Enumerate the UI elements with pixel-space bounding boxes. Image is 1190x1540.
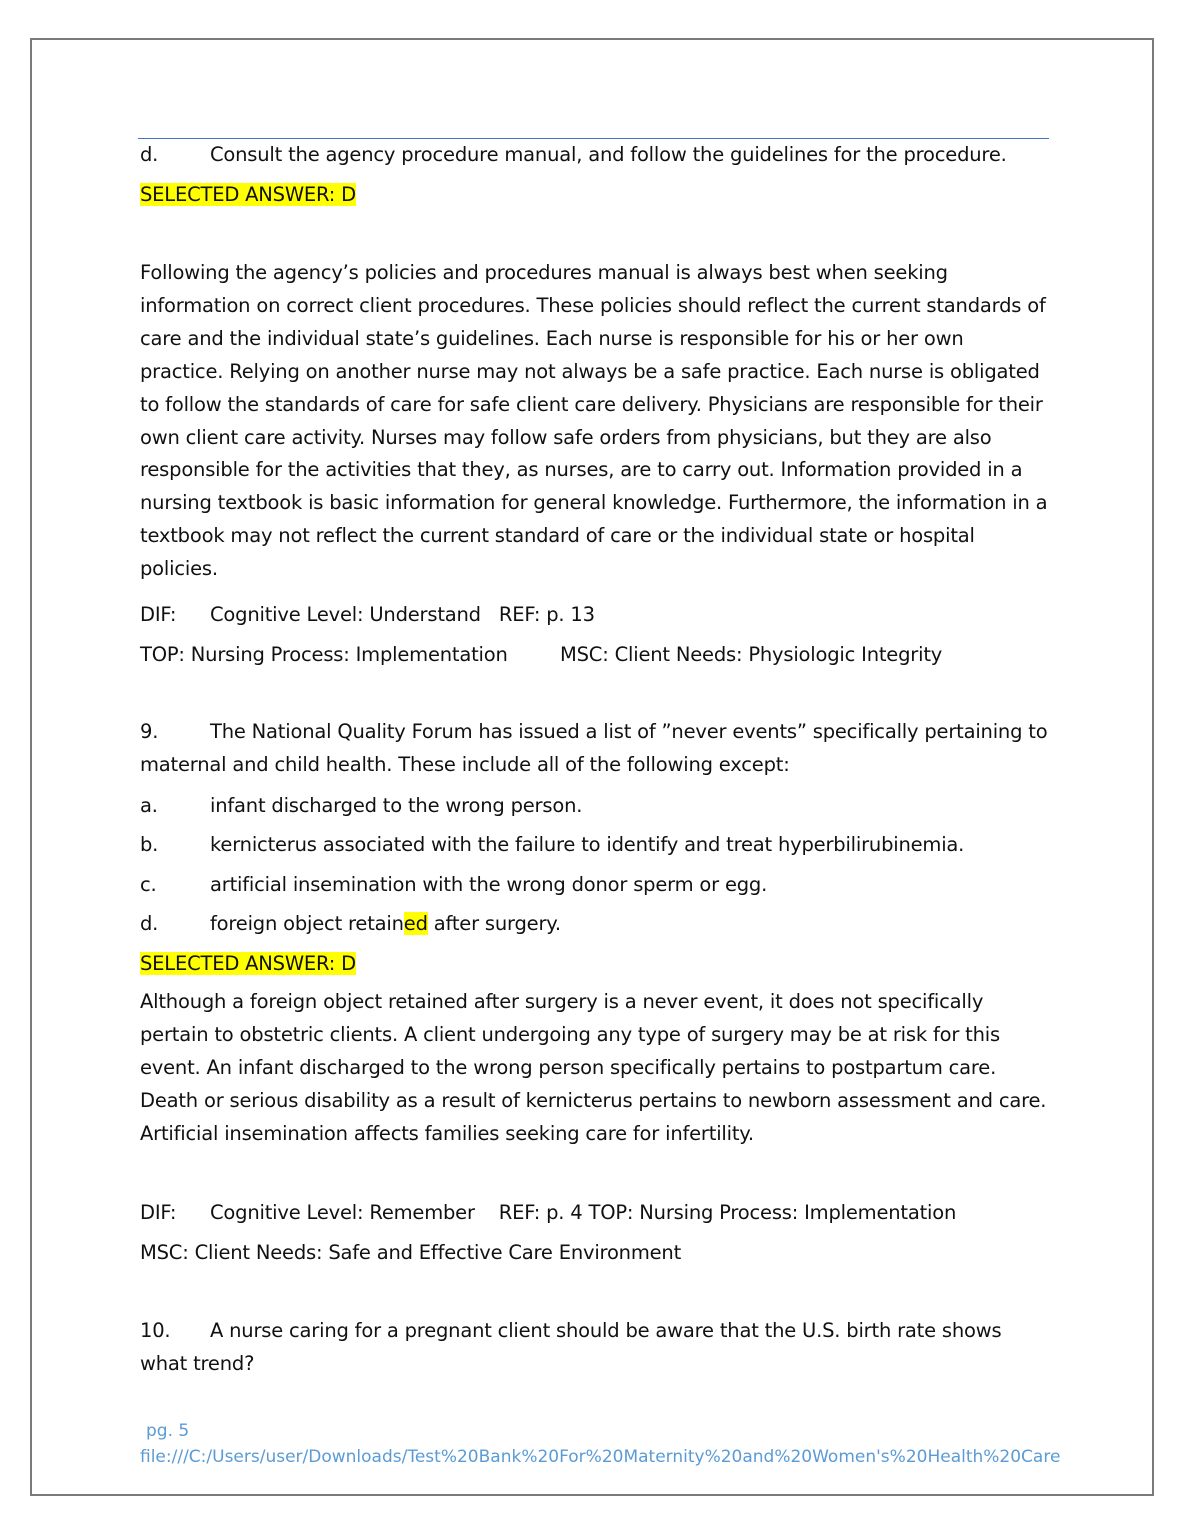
q9-option-c <box>140 873 767 897</box>
q8-meta-line2 <box>140 643 942 667</box>
q8-selected-answer <box>140 183 356 207</box>
selected-answer-highlight: SELECTED ANSWER: D <box>140 183 356 206</box>
question-text: A nurse caring for a pregnant client should be aware that the U.S. birth rate shows what trend? <box>140 1319 1002 1375</box>
footer-file-path: file:///C:/Users/user/Downloads/Test%20Bank%20For%20Maternity%20and%20Women's%20Health%20Care <box>140 1447 1061 1467</box>
q8-option-d <box>140 143 1007 167</box>
q9-meta-line1 <box>140 1201 956 1225</box>
option-label: d. <box>140 912 159 935</box>
topic: TOP: Nursing Process: Implementation <box>140 643 508 666</box>
q9-option-b <box>140 833 964 857</box>
dif-details: Cognitive Level: Remember REF: p. 4 TOP: Nursing Process: Implementation <box>210 1201 957 1224</box>
dif-details: Cognitive Level: Understand REF: p. 13 <box>210 603 595 626</box>
dif-label: DIF: <box>140 1201 177 1224</box>
q8-meta-line1 <box>140 603 595 627</box>
option-text-highlight: ed <box>403 912 428 935</box>
q9-rationale: Although a foreign object retained after surgery is a never event, it does not specifically pertain to obstetric clients. A client undergoing any type of surgery may be at risk for this event. An infant discharged to the wrong person specifically pertains to postpartum care. Death or serious disability as a result of kernicterus pertains to newborn assessment and care. Artificial insemination affects families seeking care for infertility. <box>140 990 1047 1145</box>
q9-selected-answer <box>140 952 356 976</box>
footer-page-number: pg. 5 <box>146 1421 190 1441</box>
option-text: artificial insemination with the wrong donor sperm or egg. <box>210 873 768 896</box>
q10-stem <box>140 1315 1050 1381</box>
msc: MSC: Client Needs: Safe and Effective Care Environment <box>140 1241 682 1264</box>
q8-rationale: Following the agency’s policies and procedures manual is always best when seeking information on correct client procedures. These policies should reflect the current standards of care and the individual state’s guidelines. Each nurse is responsible for his or her own practice. Relying on another nurse may not always be a safe practice. Each nurse is obligated to follow the standards of care for safe client care delivery. Physicians are responsible for their own client care activity. Nurses may follow safe orders from physicians, but they are also responsible for the activities that they, as nurses, are to carry out. Information provided in a nursing textbook is basic information for general knowledge. Furthermore, the information in a textbook may not reflect the current standard of care or the individual state or hospital policies. <box>140 261 1048 581</box>
selected-answer-highlight: SELECTED ANSWER: D <box>140 952 356 975</box>
option-text: kernicterus associated with the failure to identify and treat hyperbilirubinemia. <box>210 833 965 856</box>
option-label: a. <box>140 794 158 817</box>
question-text: The National Quality Forum has issued a list of ”never events” specifically pertaining to maternal and child health. These include all of the following except: <box>140 720 1048 776</box>
q9-option-d <box>140 912 561 936</box>
dif-label: DIF: <box>140 603 177 626</box>
option-label: d. <box>140 143 159 166</box>
msc: MSC: Client Needs: Physiologic Integrity <box>560 643 943 666</box>
q9-option-a <box>140 794 582 818</box>
question-number: 10. <box>140 1319 171 1342</box>
header-rule <box>138 138 1049 139</box>
option-text-pre: foreign object retain <box>210 912 404 935</box>
option-label: c. <box>140 873 157 896</box>
question-number: 9. <box>140 720 159 743</box>
q9-stem <box>140 716 1050 782</box>
option-text: infant discharged to the wrong person. <box>210 794 583 817</box>
option-text-post: after surgery. <box>427 912 561 935</box>
option-label: b. <box>140 833 159 856</box>
q9-meta-line2 <box>140 1241 681 1265</box>
option-text: Consult the agency procedure manual, and follow the guidelines for the procedure. <box>210 143 1007 166</box>
